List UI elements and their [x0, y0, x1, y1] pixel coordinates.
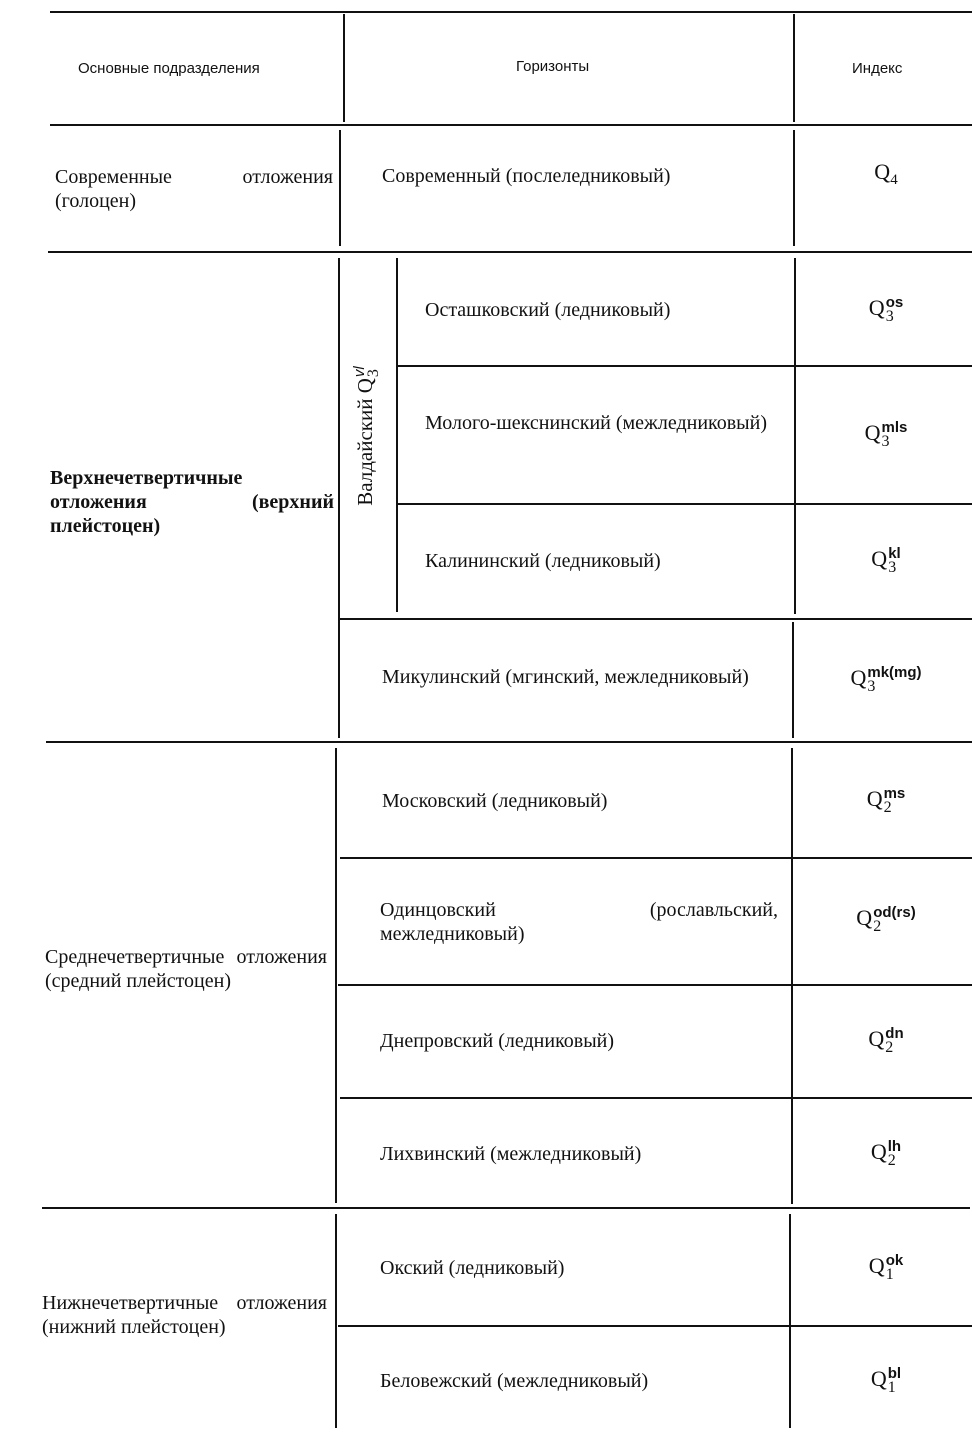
division-upper-pleistocene: Верхнечетвертичные отложения (верхний плейстоцен) — [50, 467, 334, 537]
index-belovezh — [800, 1345, 972, 1417]
index-symbol: Q mls 3 — [864, 419, 908, 450]
index-likhvin — [800, 1118, 972, 1190]
lower-divider-1 — [335, 1214, 337, 1428]
header-divider-2 — [793, 14, 795, 122]
horizon-kalinin — [425, 525, 785, 597]
horizon-label: Беловежский (межледниковый) — [380, 1370, 649, 1392]
horizon-ostashkov — [425, 270, 785, 350]
horizon-mologo-sheksna: Молого-шекснинский (межледниковый) — [425, 412, 767, 434]
middle-divider-2 — [791, 748, 793, 1204]
horizon-dnieper — [380, 1005, 780, 1077]
holocene-divider-2 — [793, 130, 795, 246]
horizon-label: Днепровский (ледниковый) — [380, 1030, 615, 1052]
index-moscow — [800, 765, 972, 837]
index-holocene — [800, 140, 972, 212]
header-index: Индекс — [852, 60, 903, 77]
middle-divider-1 — [335, 748, 337, 1203]
holocene-bottom-rule — [48, 251, 972, 253]
upper-divider-2 — [794, 258, 796, 614]
index-symbol: Q bl 1 — [870, 1365, 902, 1396]
header-horizons: Горизонты — [516, 58, 590, 75]
valdai-row-rule-2 — [398, 503, 972, 505]
upper-divider-1 — [338, 258, 340, 738]
valdai-bottom-rule — [340, 618, 972, 620]
horizon-label: Окский (ледниковый) — [380, 1257, 565, 1279]
division-middle-pleistocene: Среднечетвертичные отложения (средний плейстоцен) — [45, 946, 327, 992]
holocene-divider-1 — [339, 130, 341, 246]
valdai-divider — [396, 258, 398, 612]
index-symbol: Q ms 2 — [866, 785, 906, 816]
index-symbol: Q os 3 — [868, 294, 904, 325]
horizon-label: Лихвинский (межледниковый) — [380, 1143, 642, 1165]
table-top-rule — [50, 11, 972, 13]
index-kalinin — [800, 525, 972, 597]
header-divisions: Основные подразделения — [78, 60, 260, 77]
valdai-row-rule-1 — [398, 365, 972, 367]
index-dnieper — [800, 1005, 972, 1077]
index-oka — [800, 1232, 972, 1304]
horizon-label: Осташковский (ледниковый) — [425, 299, 671, 321]
index-symbol: Q ok 1 — [868, 1252, 904, 1283]
header-bottom-rule — [50, 124, 972, 126]
middle-row-rule-1 — [340, 857, 972, 859]
horizon-mikulino: Микулинский (мгинский, межледниковый) — [382, 666, 749, 688]
middle-row-rule-3 — [340, 1097, 972, 1099]
division-lower-pleistocene: Нижнечетвертичные отложения (нижний плейстоцен) — [42, 1292, 327, 1338]
upper-divider-3 — [792, 622, 794, 738]
index-mologo-sheksna — [800, 395, 972, 475]
middle-row-rule-2 — [338, 984, 972, 986]
horizon-belovezh — [380, 1345, 780, 1417]
horizon-label: Современный (послеледниковый) — [382, 165, 671, 187]
horizon-odintsovo: Одинцовский (рославльский, межледниковый) — [380, 899, 778, 945]
index-symbol: Q od(rs) 2 — [856, 904, 916, 935]
horizon-likhvin — [380, 1118, 780, 1190]
index-symbol: Q dn 2 — [868, 1025, 904, 1056]
horizon-label: Калининский (ледниковый) — [425, 550, 661, 572]
index-symbol: $Q_4$ — [874, 159, 898, 188]
index-symbol: Q lh 2 — [870, 1138, 902, 1169]
horizon-holocene — [382, 140, 782, 212]
horizon-label: Московский (ледниковый) — [382, 790, 608, 812]
index-symbol: Q mk(mg) 3 — [850, 664, 922, 695]
middle-bottom-rule — [42, 1207, 970, 1209]
upper-bottom-rule — [46, 741, 972, 743]
horizon-moscow — [382, 765, 782, 837]
header-divider-1 — [343, 14, 345, 122]
index-symbol: Q kl 3 — [871, 545, 901, 576]
valdai-group-label: Валдайский Q vl 3 — [351, 366, 383, 506]
horizon-oka — [380, 1232, 780, 1304]
lower-row-rule-1 — [338, 1325, 972, 1327]
index-ostashkov — [800, 270, 972, 350]
lower-divider-2 — [789, 1214, 791, 1428]
index-mikulino — [800, 640, 972, 720]
division-holocene: Современные отложения (голоцен) — [55, 166, 333, 212]
index-odintsovo — [800, 880, 972, 960]
